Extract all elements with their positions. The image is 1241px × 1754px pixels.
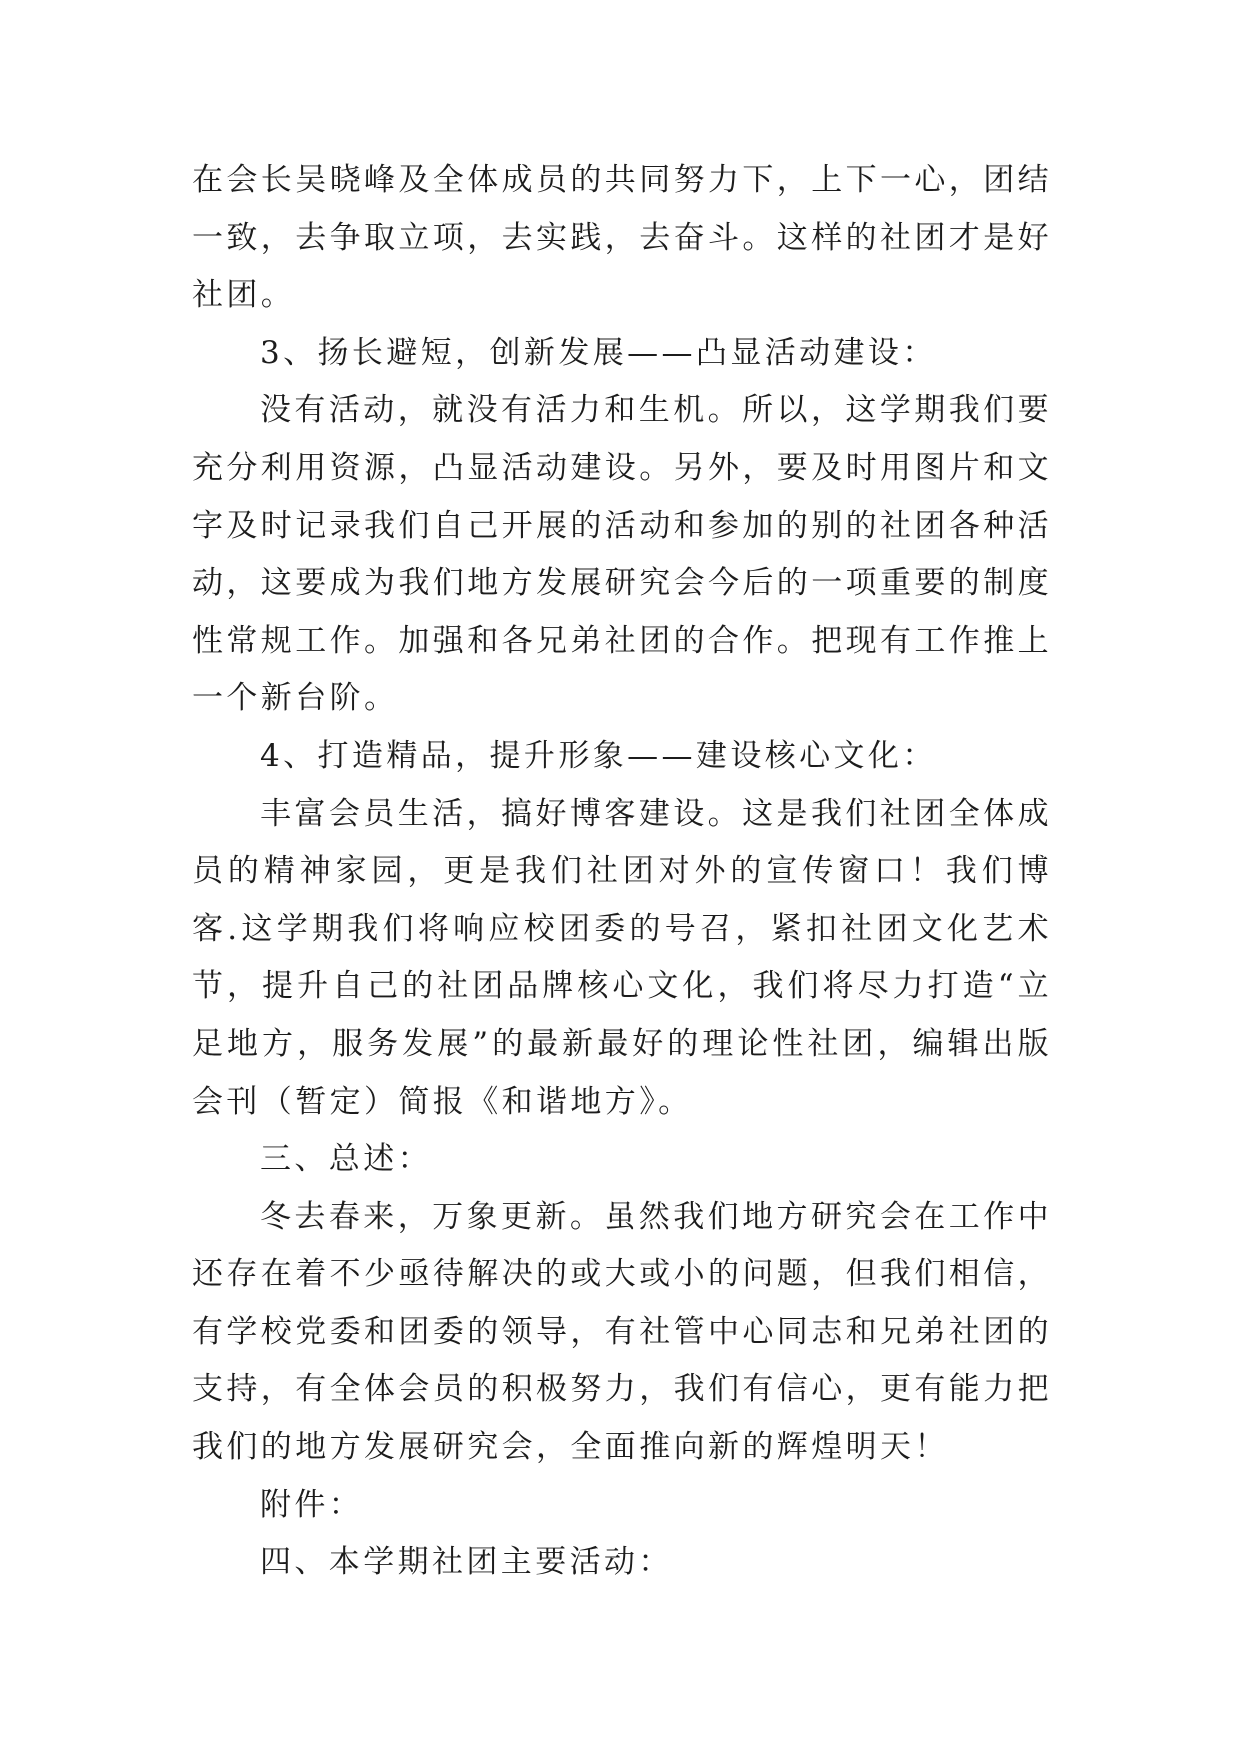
section-heading: 4、打造精品，提升形象——建设核心文化： bbox=[260, 737, 937, 774]
section-heading: 3、扬长避短，创新发展——凸显活动建设： bbox=[260, 334, 937, 371]
paragraph: 在会长吴晓峰及全体成员的共同努力下，上下一心，团结一致，去争取立项，去实践，去奋斗。这样的社团才是好社团。 bbox=[192, 162, 1052, 314]
paragraph: 丰富会员生活，搞好博客建设。这是我们社团全体成员的精神家园，更是我们社团对外的宣传窗口！我们博客.这学期我们将响应校团委的号召，紧扣社团文化艺术节，提升自己的社团品牌核心文化，我们将尽力打造“立足地方，服务发展”的最新最好的理论性社团，编辑出版会刊（暂定）简报《和谐地方》。 bbox=[192, 795, 1052, 1120]
section-heading: 三、总述： bbox=[260, 1141, 432, 1178]
document-body bbox=[192, 152, 1052, 1592]
paragraph: 冬去春来，万象更新。虽然我们地方研究会在工作中还存在着不少亟待解决的或大或小的问题，但我们相信，有学校党委和团委的领导，有社管中心同志和兄弟社团的支持，有全体会员的积极努力，我们有信心，更有能力把我们的地方发展研究会，全面推向新的辉煌明天！ bbox=[192, 1198, 1052, 1466]
attachment-label: 附件： bbox=[260, 1486, 364, 1523]
section-heading: 四、本学期社团主要活动： bbox=[260, 1544, 673, 1581]
paragraph: 没有活动，就没有活力和生机。所以，这学期我们要充分利用资源，凸显活动建设。另外，要及时用图片和文字及时记录我们自己开展的活动和参加的别的社团各种活动，这要成为我们地方发展研究会今后的一项重要的制度性常规工作。加强和各兄弟社团的合作。把现有工作推上一个新台阶。 bbox=[192, 392, 1052, 717]
